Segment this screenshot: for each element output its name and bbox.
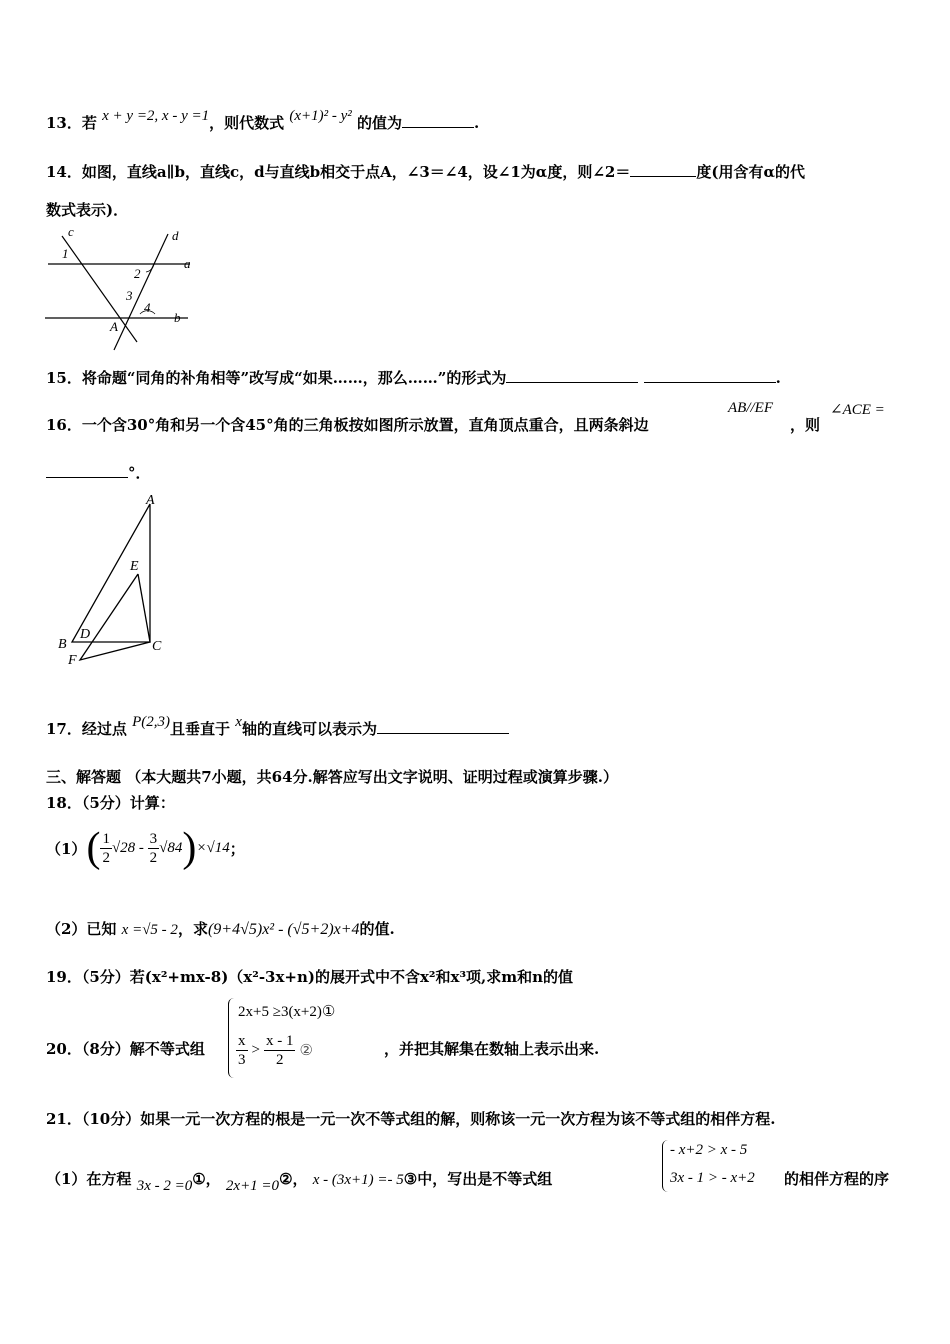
q16-answer-blank [46,463,128,478]
q18-number: 18． [46,794,82,812]
question-14 [46,161,805,182]
triangle-EFC [80,574,150,660]
label-A: A [146,493,155,508]
label-2: 2 [134,266,141,281]
q16-line-2 [46,462,151,483]
label-A: A [110,319,118,334]
q18-part-2-expr-1: x =√5 - 2 [121,922,178,938]
label-b: b [174,310,181,325]
label-E: E [130,559,139,574]
q13-expr-2: (x+1)² - y² [289,108,352,124]
q18-part-1-label: （1） [46,839,87,858]
q14-figure [40,222,210,354]
q18-part-2-text-1: ，求 [177,920,208,938]
q14-text-2: 度(用含有α的代 [696,163,805,181]
q15-text-1: 将命题“同角的补角相等”改写成“如果……，那么……”的形式为 [81,369,507,387]
q21-part-1 [46,1168,553,1194]
q21-equation-3: x - (3x+1) =- 5 [312,1172,404,1188]
q20-number: 20． [46,1040,82,1058]
label-D: D [80,627,91,642]
q21-system-inequality-1: - x+2 > x - 5 [670,1142,748,1158]
q14-number: 14． [46,163,82,181]
label-1: 1 [62,246,69,261]
q15-answer-blank-2 [644,368,776,383]
q13-expr-1: x + y =2, x - y =1 [102,108,210,124]
q15-text-2: . [775,369,781,387]
label-3: 3 [126,288,133,303]
question-16 [46,414,649,435]
q16-number: 16． [46,416,82,434]
q20-inequality-1: 2x+5 ≥3(x+2)① [238,1004,336,1020]
q18-part-1-end: ； [229,839,245,858]
q17-text-1: 经过点 [81,720,127,738]
q21-text-end: 的相伴方程的序 [784,1170,890,1188]
q18-part-2-text-2: 的值. [359,920,395,938]
question-13 [46,108,480,133]
q20-greater-than: > [251,1042,260,1058]
q18-close-paren: ) [182,825,197,871]
label-C: C [152,639,162,654]
q18-part-2-expr-2: (9+4√5)x² - (√5+2)x+4 [207,921,360,938]
q18-text-1: （5分）计算： [81,794,175,812]
q18-times-root: ×√14 [196,839,230,856]
q20-text-1: （8分）解不等式组 [81,1040,205,1058]
question-15 [46,367,781,388]
q20-text-2: ，并把其解集在数轴上表示出来. [384,1040,600,1058]
q18-part-2 [46,918,395,939]
label-d: d [172,228,179,243]
q21-system-inequality-2: 3x - 1 > - x+2 [670,1170,755,1186]
q19-number: 19． [46,968,82,986]
question-21 [46,1108,775,1129]
q13-text-1: 若 [81,114,97,132]
q16-text-2: ，则 [790,416,821,434]
q17-text-3: 轴的直线可以表示为 [241,720,377,738]
q20-left-fraction: $\frac{x}{3}$ [238,1033,246,1068]
q21-equation-1: 3x - 2 =0 [136,1178,193,1194]
q20-inequality-2 [236,1032,313,1069]
label-F: F [68,653,77,668]
q14-line-2 [46,199,128,220]
q21-mark-2: ②， [279,1170,308,1188]
q17-text-2: 且垂直于 [170,720,231,738]
q20-right-fraction: $\frac{x - 1}{2}$ [265,1033,294,1068]
q21-mark-1: ①， [192,1170,221,1188]
q17-number: 17． [46,720,82,738]
q14-text-1: 如图，直线a∥b，直线c，d与直线b相交于点A，∠3＝∠4，设∠1为α度，则∠2＝ [81,163,631,181]
q14-answer-blank [630,162,696,177]
q18-fraction-2: $\frac{3}{2}$ [149,830,158,866]
q13-text-3: 的值为 [357,114,403,132]
q21-part-1-label: （1）在方程 [46,1170,132,1188]
q18-part-1 [46,824,245,872]
line-d [114,234,168,350]
q18-root-2: √84 [159,839,183,856]
q16-text-3: °． [128,464,151,482]
q16-figure [50,490,180,670]
q21-mark-3: ③中，写出是不等式组 [403,1170,553,1188]
label-B: B [58,637,67,652]
q19-text-1: （5分）若(x²+mx-8)（x²-3x+n)的展开式中不含x²和x³项,求m和n的值 [81,968,574,986]
label-a: a [184,256,191,271]
q18-fraction-1: $\frac{1}{2}$ [102,830,110,866]
q16-text-1: 一个含30°角和另一个含45°角的三角板按如图所示放置，直角顶点重合，且两条斜边 [81,416,649,434]
q14-text-3: 数式表示)． [46,201,129,219]
q20-mark-2: ② [299,1043,313,1059]
question-19 [46,966,573,987]
question-18 [46,792,175,813]
q16-expr-2: ∠ACE = [830,402,885,418]
q18-open-paren: ( [86,825,101,871]
q16-expr-1: AB//EF [728,400,773,416]
q17-expr-1: P(2,3) [132,714,171,730]
q17-answer-blank [377,719,509,734]
section-3-title: 三、解答题 （本大题共7小题，共64分.解答应写出文字说明、证明过程或演算步骤.） [46,768,618,786]
q18-root-1: √28 [111,839,136,856]
question-20 [46,1038,205,1059]
angle-arc-2 [146,264,154,272]
q21-number: 21． [46,1110,82,1128]
q13-answer-blank [402,113,474,128]
q15-number: 15． [46,369,82,387]
q17-expr-2: x [235,714,242,730]
q21-equation-2: 2x+1 =0 [225,1178,280,1194]
q13-number: 13． [46,114,82,132]
question-17 [46,714,509,739]
label-4: 4 [144,300,151,315]
q18-part-2-label: （2）已知 [46,920,117,938]
q13-text-4: . [474,114,480,132]
label-c: c [68,224,74,239]
q15-answer-blank-1 [506,368,638,383]
q21-text-1: （10分）如果一元一次方程的根是一元一次不等式组的解，则称该一元一次方程为该不等式组的相伴方程. [81,1110,776,1128]
q18-minus: - [135,839,148,856]
q13-text-2: ，则代数式 [209,114,285,132]
